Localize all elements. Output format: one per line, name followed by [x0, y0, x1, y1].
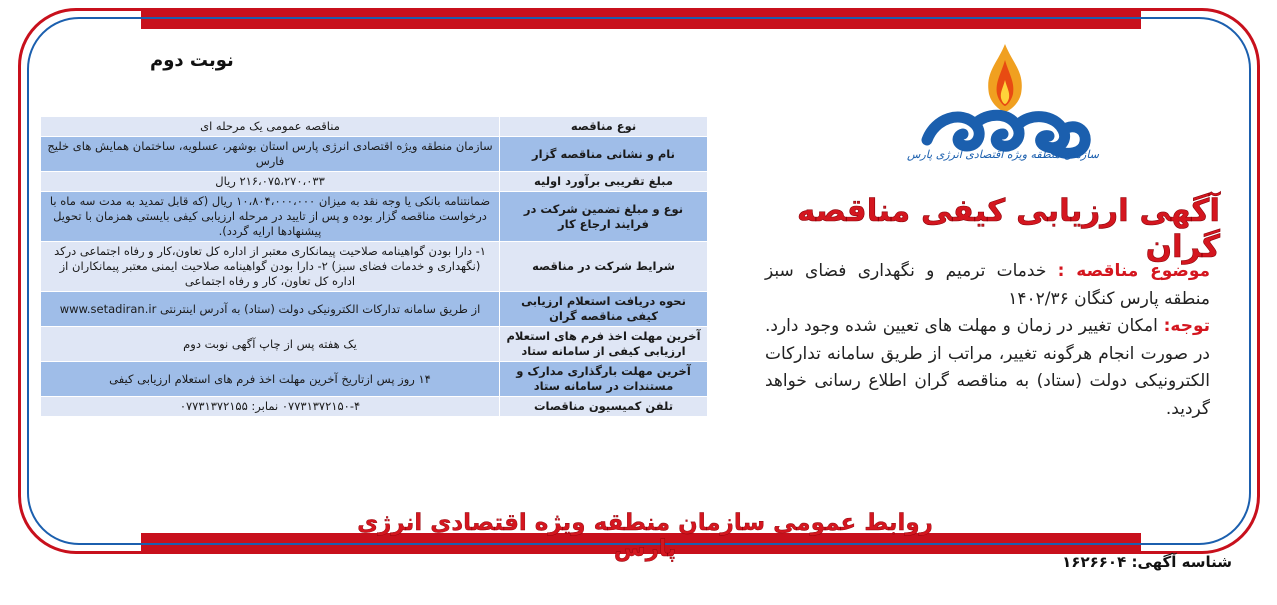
logo-caption: سازمان منطقه ویژه اقتصادی انرژی پارس — [907, 148, 1099, 161]
subject-label: موضوع مناقصه : — [1057, 261, 1211, 281]
table-row — [41, 327, 708, 362]
table-value-cell: سازمان منطقه ویژه اقتصادی انرژی پارس استان بوشهر، عسلویه، ساختمان همایش های خلیج فارس — [41, 137, 500, 172]
table-key-cell: نوع و مبلغ تضمین شرکت در فرایند ارجاع کار — [500, 192, 708, 242]
table-row — [41, 362, 708, 397]
notice-text: امکان تغییر در زمان و مهلت های تعیین شده وجود دارد. در صورت انجام هرگونه تغییر، مراتب از طریق سامانه تدارکات الکترونیکی دولت (ستاد) به مناقصه گران اطلاع رسانی خواهد گردید. — [765, 316, 1210, 419]
table-row — [41, 192, 708, 242]
ad-id: شناسه آگهی: ۱۶۲۶۶۰۴ — [1062, 553, 1232, 571]
table-value-cell: ۱- دارا بودن گواهینامه صلاحیت پیمانکاری معتبر از اداره کل تعاون،کار و رفاه اجتماعی درکد (نگهداری و خدمات فضای سبز) ۲- دارا بودن گواهینامه صلاحیت ایمنی معتبر پیمانکاران از اداره کل تعاون، کار و رفاه اجتماعی — [41, 242, 500, 292]
notice-label: توجه: — [1163, 316, 1210, 336]
table-key-cell: نام و نشانی مناقصه گزار — [500, 137, 708, 172]
table-row — [41, 292, 708, 327]
table-key-cell: تلفن کمیسیون مناقصات — [500, 397, 708, 417]
table-key-cell: شرایط شرکت در مناقصه — [500, 242, 708, 292]
table-key-cell: آخرین مهلت اخذ فرم های استعلام ارزیابی کیفی از سامانه ستاد — [500, 327, 708, 362]
table-key-cell: آخرین مهلت بارگذاری مدارک و مستندات در سامانه ستاد — [500, 362, 708, 397]
table-value-cell: مناقصه عمومی یک مرحله ای — [41, 117, 500, 137]
table-key-cell: مبلغ تقریبی برآورد اولیه — [500, 172, 708, 192]
table-row — [41, 137, 708, 172]
table-value-cell: ضمانتنامه بانکی یا وجه نقد به میزان ۱۰،۸۰۴،۰۰۰،۰۰۰ ریال (که قابل تمدید به مدت سه ماه با درخواست مناقصه گزار بوده و پس از تایید در مرحله ارزیابی کیفی بایستی همزمان با تحویل پیشنهادها ارایه گردد). — [41, 192, 500, 242]
table-row — [41, 172, 708, 192]
description-block — [765, 258, 1210, 423]
table-row — [41, 117, 708, 137]
table-value-cell: ۱۴ روز پس ازتاریخ آخرین مهلت اخذ فرم های استعلام ارزیابی کیفی — [41, 362, 500, 397]
page-title: آگهی ارزیابی کیفی مناقصه گران — [797, 193, 1220, 265]
table-row — [41, 397, 708, 417]
subject-text: خدمات ترمیم و نگهداری فضای سبز منطقه پارس کنگان ۱۴۰۲/۳۶ — [765, 261, 1210, 309]
table-row — [41, 242, 708, 292]
footer-public-relations: روابط عمومی سازمان منطقه ویژه اقتصادی انرژی پارس — [357, 510, 933, 562]
table-key-cell: نحوه دریافت استعلام ارزیابی کیفی مناقصه گران — [500, 292, 708, 327]
table-value-cell: ۲۱۶،۰۷۵،۲۷۰،۰۳۳ ریال — [41, 172, 500, 192]
table-value-cell: ۰۷۷۳۱۳۷۲۱۵۰-۴ نمابر: ۰۷۷۳۱۳۷۲۱۵۵ — [41, 397, 500, 417]
round-label: نوبت دوم — [150, 50, 234, 71]
table-value-cell: از طریق سامانه تدارکات الکترونیکی دولت (ستاد) به آدرس اینترنتی www.setadiran.ir — [41, 292, 500, 327]
table-key-cell: نوع مناقصه — [500, 117, 708, 137]
table-value-cell: یک هفته پس از چاپ آگهی نوبت دوم — [41, 327, 500, 362]
tender-info-table — [40, 116, 708, 417]
